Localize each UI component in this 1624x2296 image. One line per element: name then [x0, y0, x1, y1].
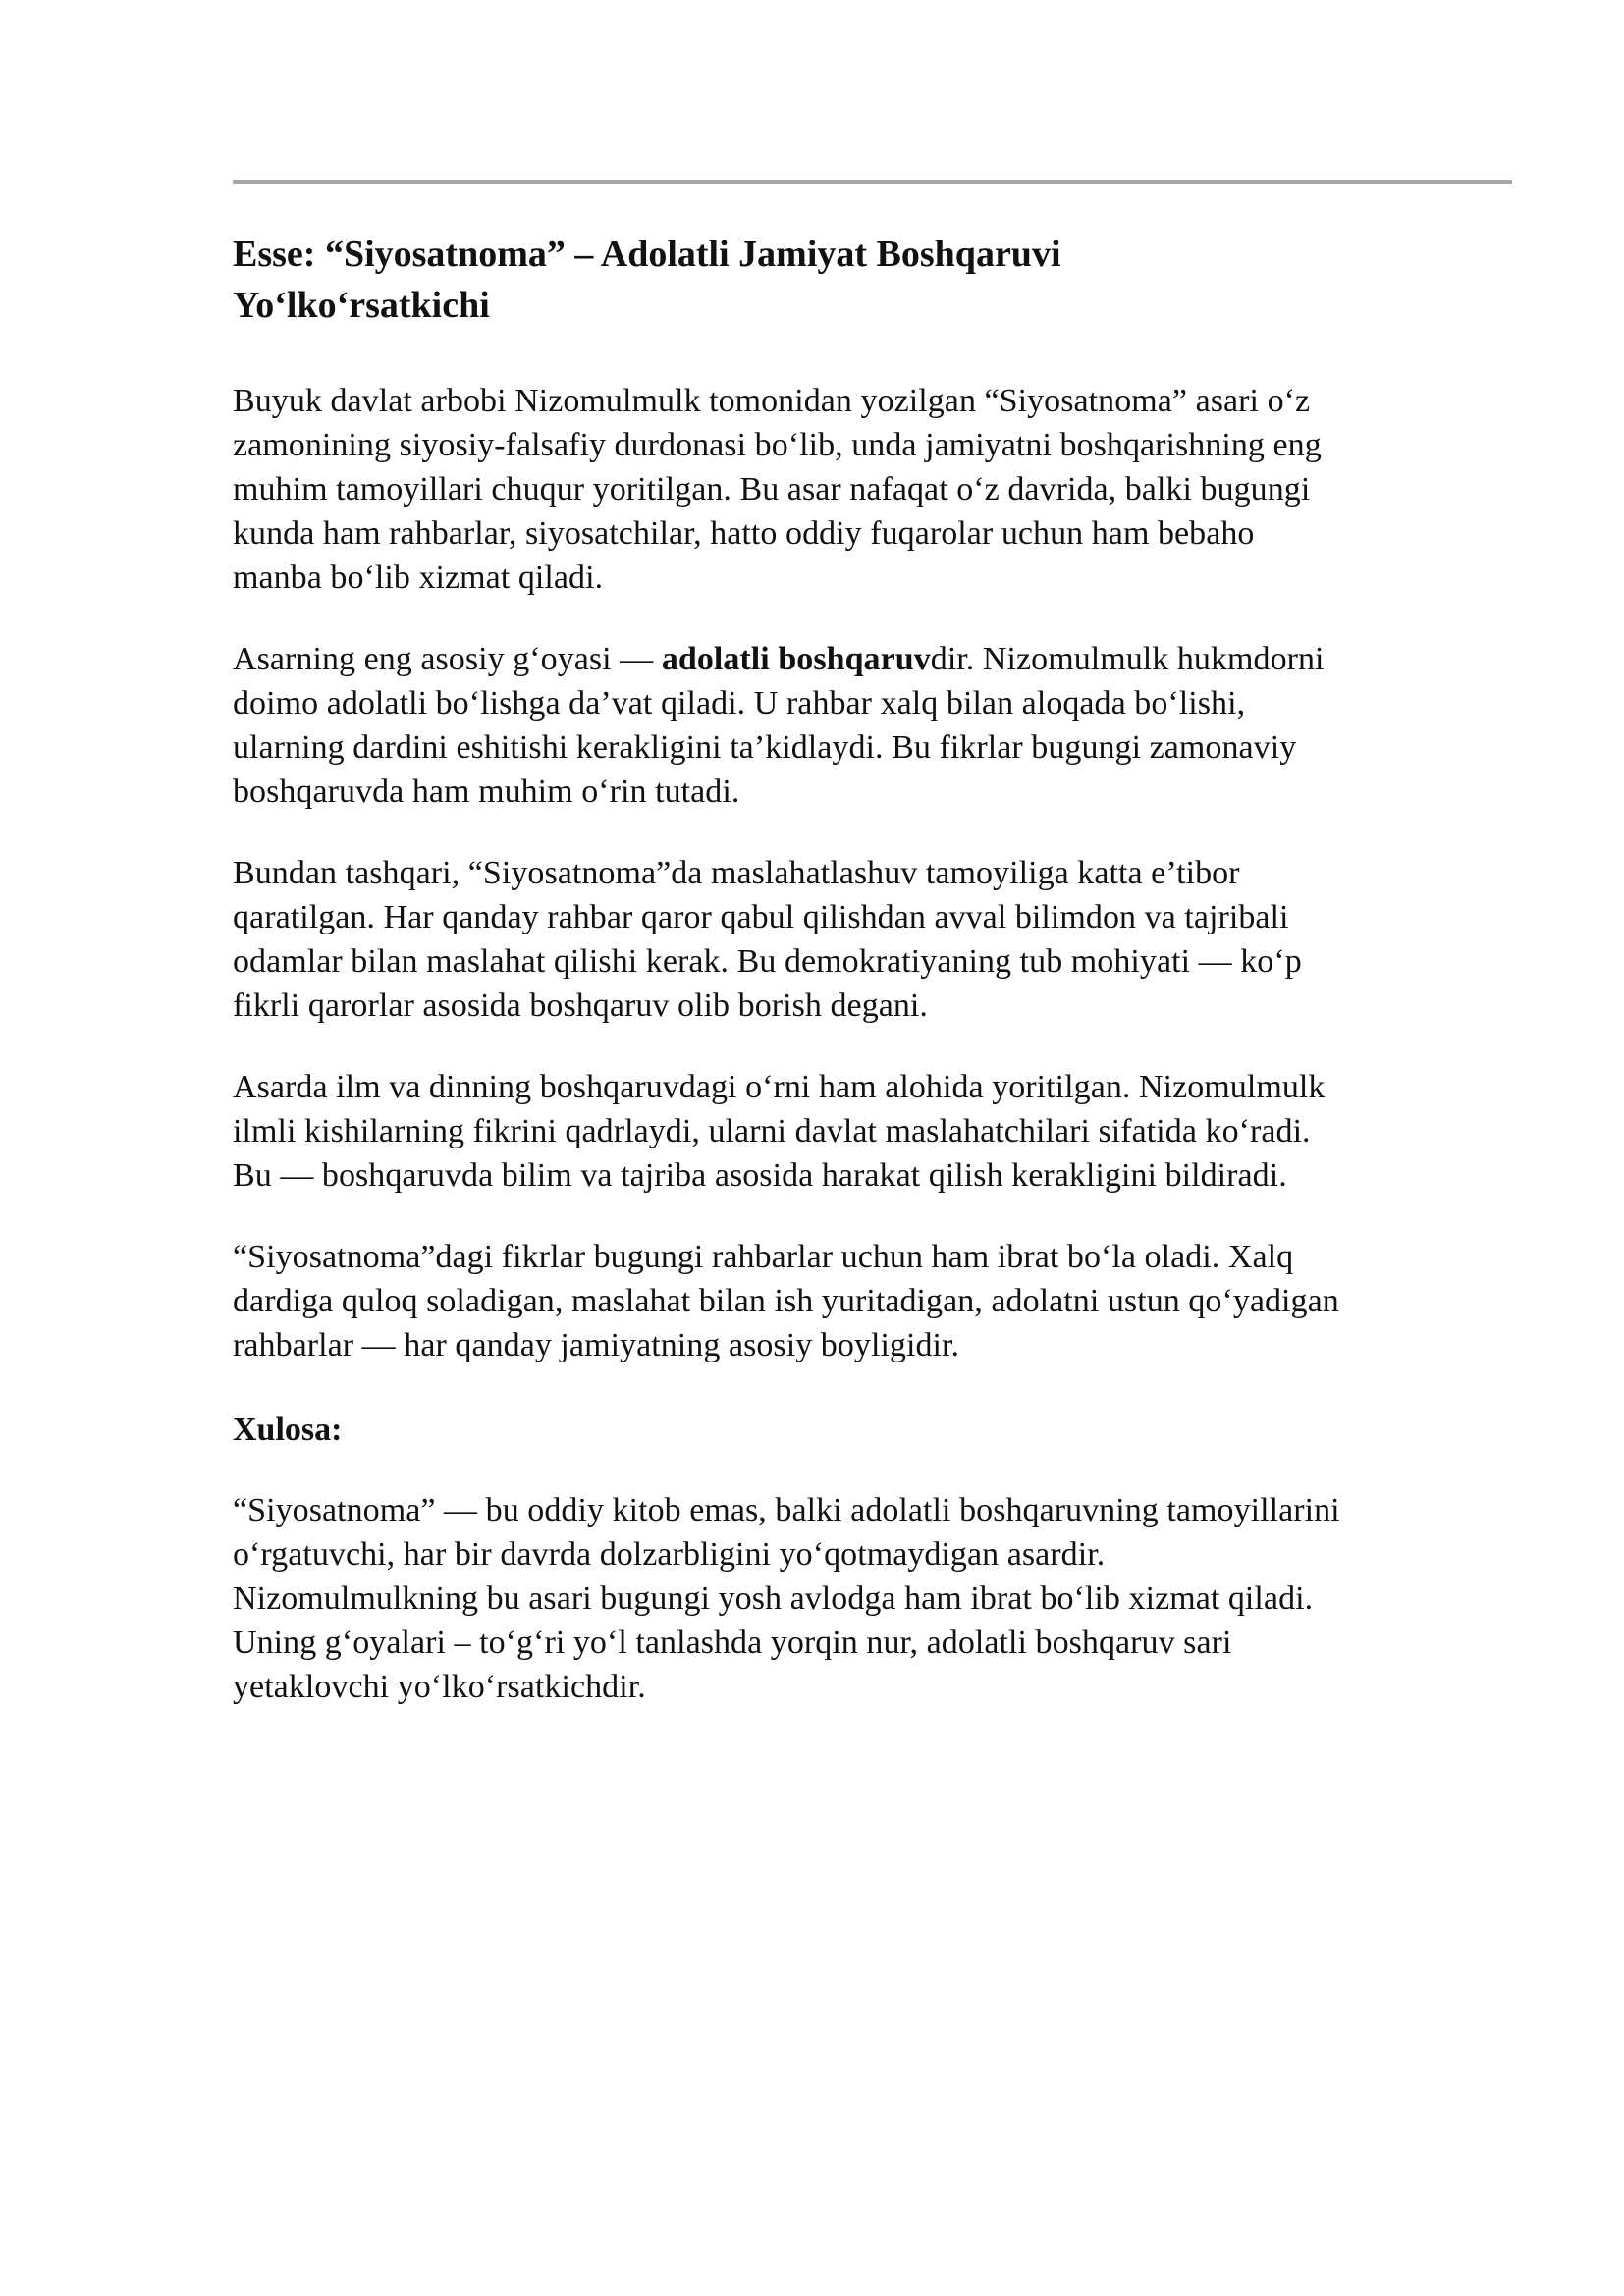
text-line: muhim tamoyillari chuqur yoritilgan. Bu asar nafaqat o‘z davrida, balki bugungi: [233, 471, 1311, 507]
essay-body: [233, 229, 1519, 1709]
text-line: ilmli kishilarning fikrini qadrlaydi, ularni davlat maslahatchilari sifatida ko‘radi.: [233, 1113, 1311, 1149]
paragraph-modern-relevance: [233, 1235, 1519, 1367]
text-line: doimo adolatli bo‘lishga da’vat qiladi. U rahbar xalq bilan aloqada bo‘lishi,: [233, 685, 1246, 721]
essay-title-line: Esse: “Siyosatnoma” – Adolatli Jamiyat Boshqaruvi: [233, 234, 1061, 275]
text-line: Bundan tashqari, “Siyosatnoma”da maslahatlashuv tamoyiliga katta e’tibor: [233, 855, 1240, 891]
text-line: “Siyosatnoma” — bu oddiy kitob emas, balki adolatli boshqaruvning tamoyillarini: [233, 1492, 1340, 1528]
text-line: Buyuk davlat arbobi Nizomulmulk tomonidan yozilgan “Siyosatnoma” asari o‘z: [233, 383, 1311, 419]
text-line: Asarda ilm va dinning boshqaruvdagi o‘rni ham alohida yoritilgan. Nizomulmulk: [233, 1069, 1326, 1105]
text-line: fikrli qarorlar asosida boshqaruv olib borish degani.: [233, 988, 928, 1024]
text-run: dir. Nizomulmulk hukmdorni: [930, 641, 1325, 677]
paragraph-main-idea: [233, 637, 1519, 814]
text-line: Nizomulmulkning bu asari bugungi yosh avlodga ham ibrat bo‘lib xizmat qiladi.: [233, 1580, 1314, 1617]
text-line: zamonining siyosiy-falsafiy durdonasi bo‘lib, unda jamiyatni boshqarishning eng: [233, 427, 1322, 463]
text-line: odamlar bilan maslahat qilishi kerak. Bu demokratiyaning tub mohiyati — ko‘p: [233, 943, 1302, 980]
text-line: boshqaruvda ham muhim o‘rin tutadi.: [233, 774, 740, 810]
bold-emphasis: adolatli boshqaruv: [661, 641, 931, 677]
text-run: Asarning eng asosiy g‘oyasi —: [233, 641, 662, 677]
text-line: manba bo‘lib xizmat qiladi.: [233, 560, 604, 596]
essay-title: [233, 229, 1519, 331]
text-line: [233, 637, 1519, 681]
text-line: Bu — boshqaruvda bilim va tajriba asosida harakat qilish kerakligini bildiradi.: [233, 1157, 1287, 1194]
paragraph-introduction: [233, 379, 1519, 600]
text-line: kunda ham rahbarlar, siyosatchilar, hatto oddiy fuqarolar uchun ham bebaho: [233, 515, 1255, 552]
paragraph-conclusion: [233, 1488, 1519, 1709]
text-line: o‘rgatuvchi, har bir davrda dolzarbligini yo‘qotmaydigan asardir.: [233, 1536, 1106, 1573]
text-line: yetaklovchi yo‘lko‘rsatkichdir.: [233, 1669, 646, 1705]
text-line: dardiga quloq soladigan, maslahat bilan ish yuritadigan, adolatni ustun qo‘yadigan: [233, 1283, 1339, 1319]
essay-title-line: Yo‘lko‘rsatkichi: [233, 285, 490, 326]
text-line: ularning dardini eshitishi kerakligini ta’kidlaydi. Bu fikrlar bugungi zamonaviy: [233, 729, 1297, 766]
text-line: rahbarlar — har qanday jamiyatning asosiy boyligidir.: [233, 1327, 960, 1363]
paragraph-knowledge: [233, 1065, 1519, 1198]
text-line: “Siyosatnoma”dagi fikrlar bugungi rahbarlar uchun ham ibrat bo‘la oladi. Xalq: [233, 1239, 1294, 1275]
text-line: Uning g‘oyalari – to‘g‘ri yo‘l tanlashda yorqin nur, adolatli boshqaruv sari: [233, 1625, 1232, 1661]
top-horizontal-rule: [233, 180, 1512, 184]
text-line: qaratilgan. Har qanday rahbar qaror qabul qilishdan avval bilimdon va tajribali: [233, 899, 1289, 935]
paragraph-consultation: [233, 851, 1519, 1028]
conclusion-heading: Xulosa:: [233, 1412, 343, 1448]
